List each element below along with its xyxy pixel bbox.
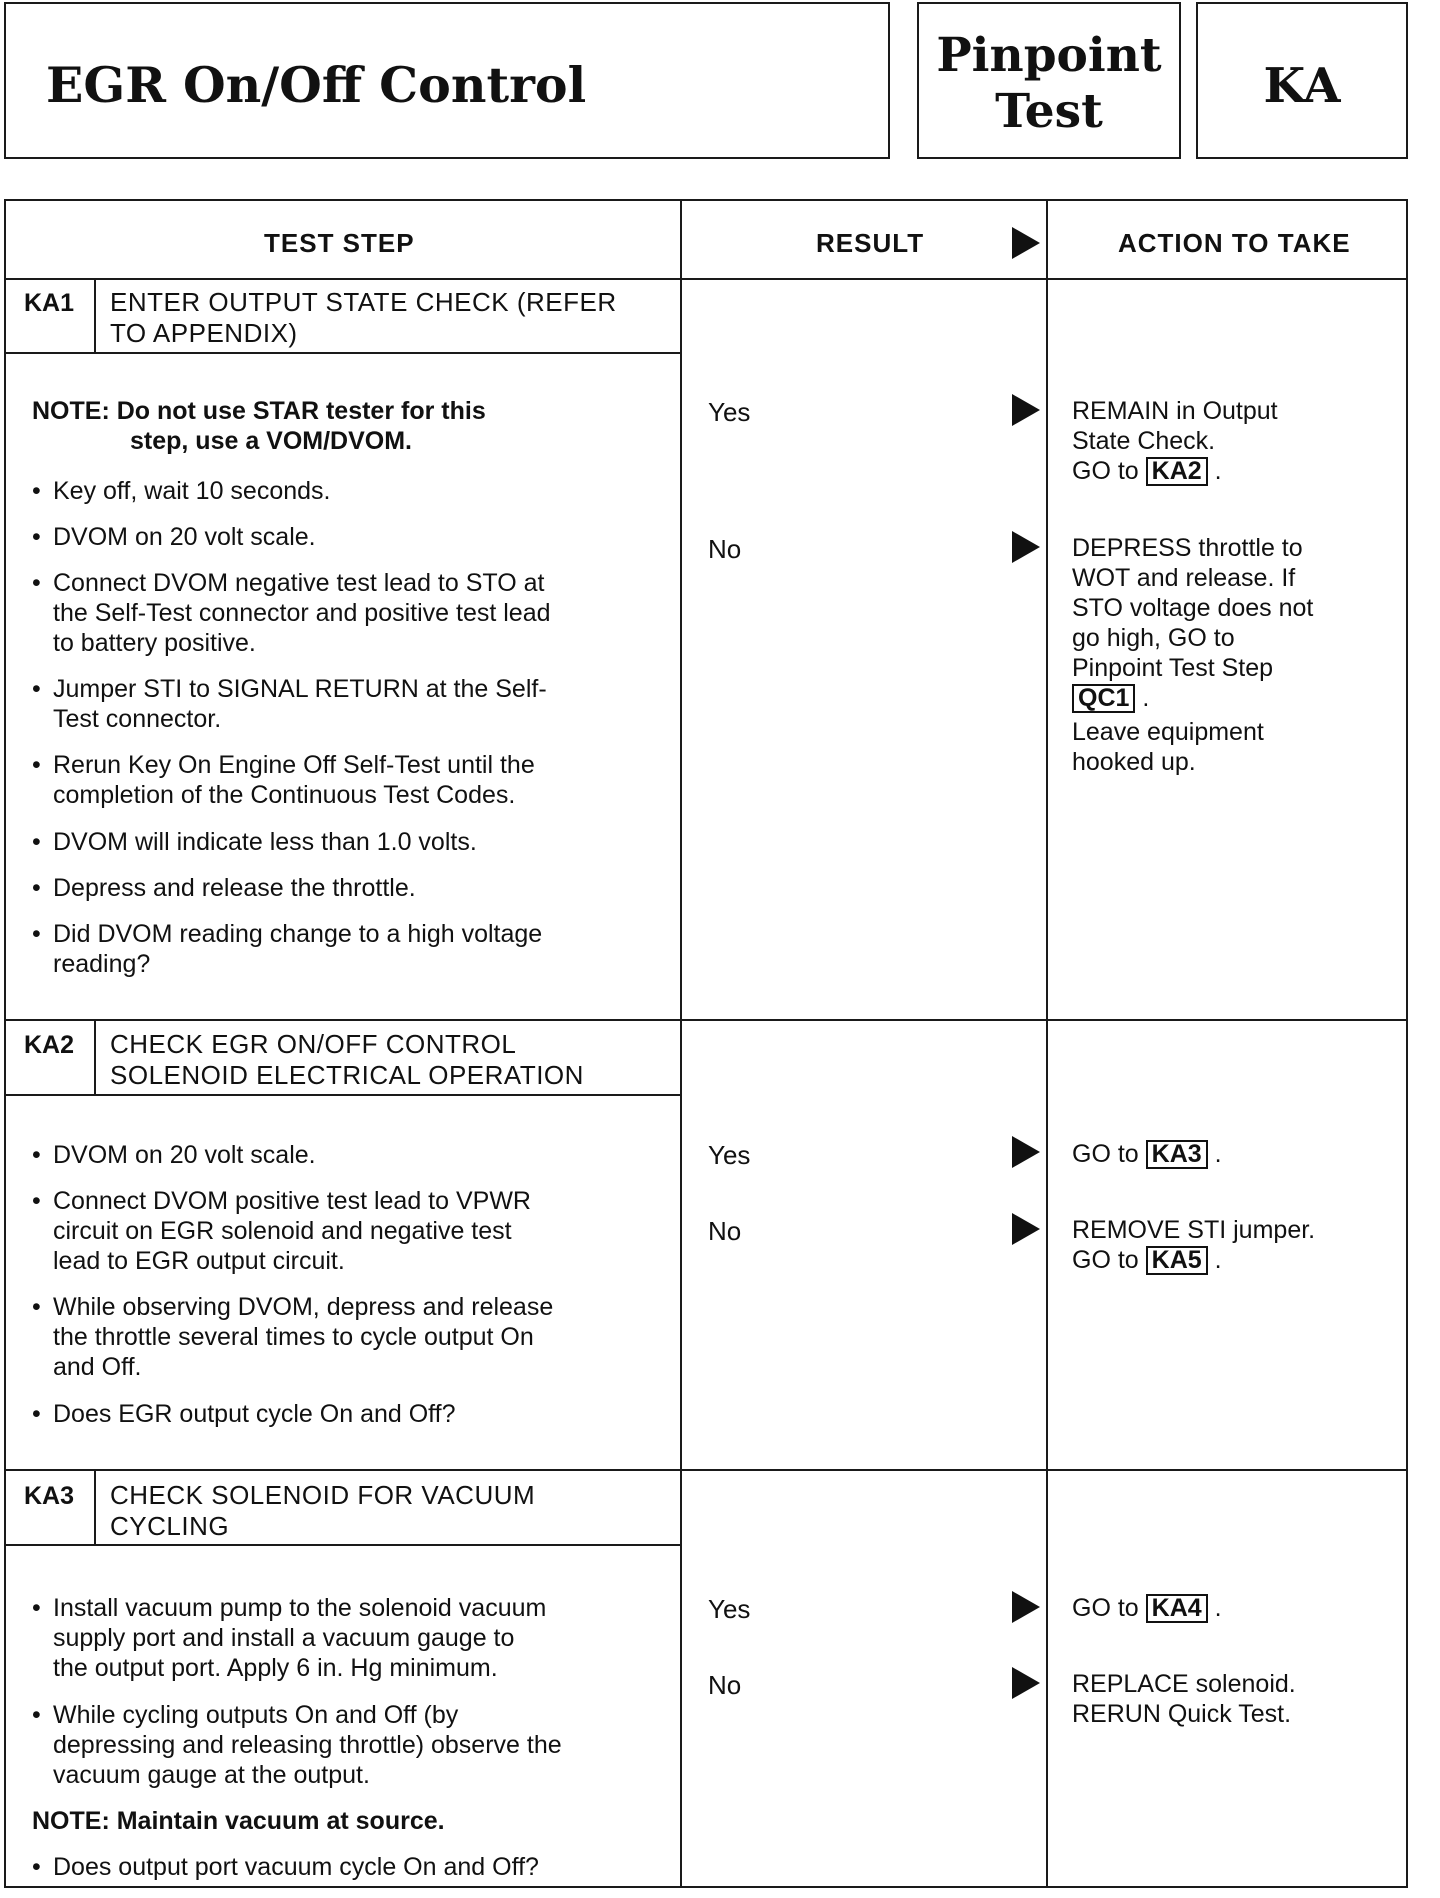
bullet-line: • While cycling outputs On and Off (by	[53, 1701, 459, 1729]
step-title-line: SOLENOID ELECTRICAL OPERATION	[110, 1060, 584, 1090]
action-suffix: .	[1142, 684, 1150, 712]
note-line: NOTE: Do not use STAR tester for this	[32, 397, 486, 425]
action-yes	[1072, 1139, 1222, 1169]
step-bullet	[32, 1593, 546, 1683]
action-line: REPLACE solenoid.	[1072, 1670, 1296, 1698]
bullet-line: • Install vacuum pump to the solenoid vacuum	[53, 1594, 547, 1622]
result-arrow-icon	[1012, 227, 1040, 259]
step-ref-ka3[interactable]: KA3	[1146, 1140, 1208, 1169]
step-title-divider	[6, 1544, 680, 1546]
result-arrow-icon	[1012, 1136, 1040, 1168]
result-arrow-icon	[1012, 1667, 1040, 1699]
bullet-line: reading?	[53, 950, 151, 978]
step-title-line: CYCLING	[110, 1511, 230, 1541]
action-line: Pinpoint Test Step	[1072, 654, 1274, 682]
step-bullet	[32, 827, 477, 857]
test-line: Test	[995, 84, 1103, 139]
bullet-line: • While observing DVOM, depress and release	[53, 1293, 554, 1321]
bullet-line: Depress and release the throttle.	[53, 874, 416, 902]
action-line: STO voltage does not	[1072, 594, 1314, 622]
bullet-line: and Off.	[53, 1353, 142, 1381]
action-line	[1072, 1593, 1222, 1623]
test-code-box	[1196, 2, 1408, 159]
result-arrow-icon	[1012, 1591, 1040, 1623]
bullet-line: • Rerun Key On Engine Off Self-Test until the	[53, 751, 535, 779]
step-bullet	[32, 1292, 553, 1382]
column-header-result: RESULT	[816, 228, 925, 258]
step-bullet	[32, 919, 542, 979]
pinpoint-test-box	[917, 2, 1181, 159]
result-yes: Yes	[708, 1594, 751, 1624]
action-line	[1072, 456, 1278, 486]
bullet-line: depressing and releasing throttle) observe the	[53, 1731, 562, 1759]
bullet-line: Key off, wait 10 seconds.	[53, 477, 331, 505]
column-header-test-step: TEST STEP	[264, 228, 415, 258]
bullet-line: the output port. Apply 6 in. Hg minimum.	[53, 1654, 498, 1682]
result-yes: Yes	[708, 1140, 751, 1170]
column-divider	[680, 201, 682, 1886]
action-go-text: GO to	[1072, 1140, 1139, 1168]
bullet-line: DVOM will indicate less than 1.0 volts.	[53, 828, 477, 856]
step-divider	[6, 1019, 1406, 1021]
bullet-line: • Connect DVOM positive test lead to VPWR	[53, 1187, 531, 1215]
step-ref-ka5[interactable]: KA5	[1146, 1246, 1208, 1275]
step-bullet	[32, 1700, 562, 1790]
step-bullet	[32, 674, 547, 734]
action-line: RERUN Quick Test.	[1072, 1700, 1292, 1728]
result-yes: Yes	[708, 397, 751, 427]
result-arrow-icon	[1012, 394, 1040, 426]
result-no: No	[708, 1216, 742, 1246]
bullet-line: completion of the Continuous Test Codes.	[53, 781, 516, 809]
result-arrow-icon	[1012, 531, 1040, 563]
column-header-action: ACTION TO TAKE	[1118, 228, 1351, 258]
action-go-text: GO to	[1072, 457, 1139, 485]
action-line: REMAIN in Output	[1072, 397, 1278, 425]
column-divider	[1046, 201, 1048, 1886]
action-go-text: GO to	[1072, 1594, 1139, 1622]
action-line	[1072, 1245, 1315, 1275]
action-line: Leave equipment	[1072, 718, 1264, 746]
title-box	[4, 2, 890, 159]
action-line: DEPRESS throttle to	[1072, 534, 1303, 562]
bullet-line: • Did DVOM reading change to a high voltage	[53, 920, 543, 948]
step-id-divider	[94, 1019, 96, 1094]
step-ref-ka2[interactable]: KA2	[1146, 457, 1208, 486]
step-title	[110, 1480, 535, 1542]
step-ref-ka4[interactable]: KA4	[1146, 1594, 1208, 1623]
action-suffix: .	[1214, 1594, 1222, 1622]
bullet-line: Test connector.	[53, 705, 222, 733]
page-title: EGR On/Off Control	[46, 56, 587, 114]
step-bullet	[32, 750, 535, 810]
step-ref-qc1[interactable]: QC1	[1072, 684, 1135, 713]
pinpoint-test-table	[4, 199, 1408, 1888]
step-id-divider	[94, 278, 96, 352]
step-bullet	[32, 1140, 316, 1170]
test-code: KA	[1263, 58, 1341, 114]
action-no	[1072, 533, 1313, 777]
step-title	[110, 287, 617, 349]
step-title-divider	[6, 352, 680, 354]
step-divider	[6, 1469, 1406, 1471]
action-line: State Check.	[1072, 427, 1216, 455]
step-id: KA1	[24, 289, 75, 317]
result-no: No	[708, 1670, 742, 1700]
step-title-line: CHECK SOLENOID FOR VACUUM	[110, 1480, 536, 1510]
bullet-line: the throttle several times to cycle output On	[53, 1323, 534, 1351]
step-id: KA3	[24, 1482, 75, 1510]
action-line	[1072, 1139, 1222, 1169]
header-divider	[6, 278, 1406, 280]
action-line: hooked up.	[1072, 748, 1196, 776]
bullet-line: Does output port vacuum cycle On and Off?	[53, 1853, 539, 1881]
bullet-line: DVOM on 20 volt scale.	[53, 1141, 316, 1169]
bullet-line: • Connect DVOM negative test lead to STO at	[53, 569, 545, 597]
bullet-line: circuit on EGR solenoid and negative test	[53, 1217, 512, 1245]
action-suffix: .	[1214, 1246, 1222, 1274]
action-line	[1072, 683, 1313, 713]
bullet-line: the Self-Test connector and positive test lead	[53, 599, 551, 627]
bullet-line: to battery positive.	[53, 629, 256, 657]
step-bullet	[32, 522, 316, 552]
step-id: KA2	[24, 1031, 75, 1059]
step-bullet	[32, 476, 330, 506]
bullet-line: lead to EGR output circuit.	[53, 1247, 345, 1275]
pinpoint-line: Pinpoint	[936, 28, 1162, 83]
step-id-divider	[94, 1469, 96, 1544]
pinpoint-test-label	[919, 28, 1179, 140]
step-title-line: ENTER OUTPUT STATE CHECK (REFER	[110, 287, 617, 317]
step-bullet	[32, 1399, 456, 1429]
action-suffix: .	[1214, 457, 1222, 485]
action-yes	[1072, 1593, 1222, 1623]
action-yes	[1072, 396, 1278, 486]
action-go-text: GO to	[1072, 1246, 1139, 1274]
result-no: No	[708, 534, 742, 564]
step-title-line: CHECK EGR ON/OFF CONTROL	[110, 1029, 517, 1059]
action-line: WOT and release. If	[1072, 564, 1296, 592]
step-bullet	[32, 873, 416, 903]
bullet-line: Does EGR output cycle On and Off?	[53, 1400, 456, 1428]
bullet-line: • Jumper STI to SIGNAL RETURN at the Self-	[53, 675, 547, 703]
step-bullet	[32, 1186, 531, 1276]
step-note: NOTE: Maintain vacuum at source.	[32, 1807, 445, 1835]
step-title-line: TO APPENDIX)	[110, 318, 298, 348]
action-line: REMOVE STI jumper.	[1072, 1216, 1316, 1244]
step-title-divider	[6, 1094, 680, 1096]
step-title	[110, 1029, 584, 1091]
action-no	[1072, 1215, 1315, 1275]
bullet-line: DVOM on 20 volt scale.	[53, 523, 316, 551]
bullet-line: supply port and install a vacuum gauge to	[53, 1624, 515, 1652]
step-note	[32, 396, 486, 456]
action-no	[1072, 1669, 1296, 1729]
bullet-line: vacuum gauge at the output.	[53, 1761, 370, 1789]
step-bullet	[32, 1852, 539, 1882]
action-suffix: .	[1214, 1140, 1222, 1168]
action-line: go high, GO to	[1072, 624, 1235, 652]
note-line: step, use a VOM/DVOM.	[130, 427, 413, 455]
step-bullet	[32, 568, 551, 658]
result-arrow-icon	[1012, 1213, 1040, 1245]
